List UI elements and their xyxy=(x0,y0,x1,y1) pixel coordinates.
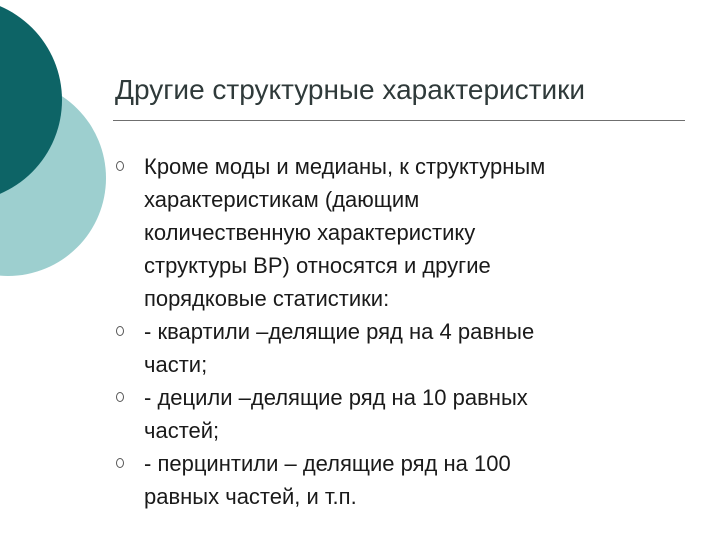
bullet-line: - децили –делящие ряд на 10 равных xyxy=(144,385,528,410)
bullet-line: характеристикам (дающим xyxy=(144,187,420,212)
bullet-line: - квартили –делящие ряд на 4 равные xyxy=(144,319,535,344)
decorative-teal-circles xyxy=(0,0,110,300)
bullet-line: равных частей, и т.п. xyxy=(144,484,357,509)
bullet-list xyxy=(113,150,683,513)
bullet-line: Кроме моды и медианы, к структурным xyxy=(144,154,546,179)
title-divider xyxy=(113,120,685,121)
hollow-circle-icon xyxy=(116,326,124,336)
hollow-circle-icon xyxy=(116,392,124,402)
bullet-line: порядковые статистики: xyxy=(144,286,390,311)
bullet-item xyxy=(113,150,683,315)
bullet-line: структуры ВР) относятся и другие xyxy=(144,253,491,278)
bullet-item xyxy=(113,447,683,513)
bullet-line: части; xyxy=(144,352,208,377)
slide-title: Другие структурные характеристики xyxy=(115,74,586,105)
bullet-item xyxy=(113,315,683,381)
bullet-line: количественную характеристику xyxy=(144,220,476,245)
hollow-circle-icon xyxy=(116,458,124,468)
bullet-line: - перцинтили – делящие ряд на 100 xyxy=(144,451,511,476)
bullet-item xyxy=(113,381,683,447)
bullet-line: частей; xyxy=(144,418,220,443)
hollow-circle-icon xyxy=(116,161,124,171)
